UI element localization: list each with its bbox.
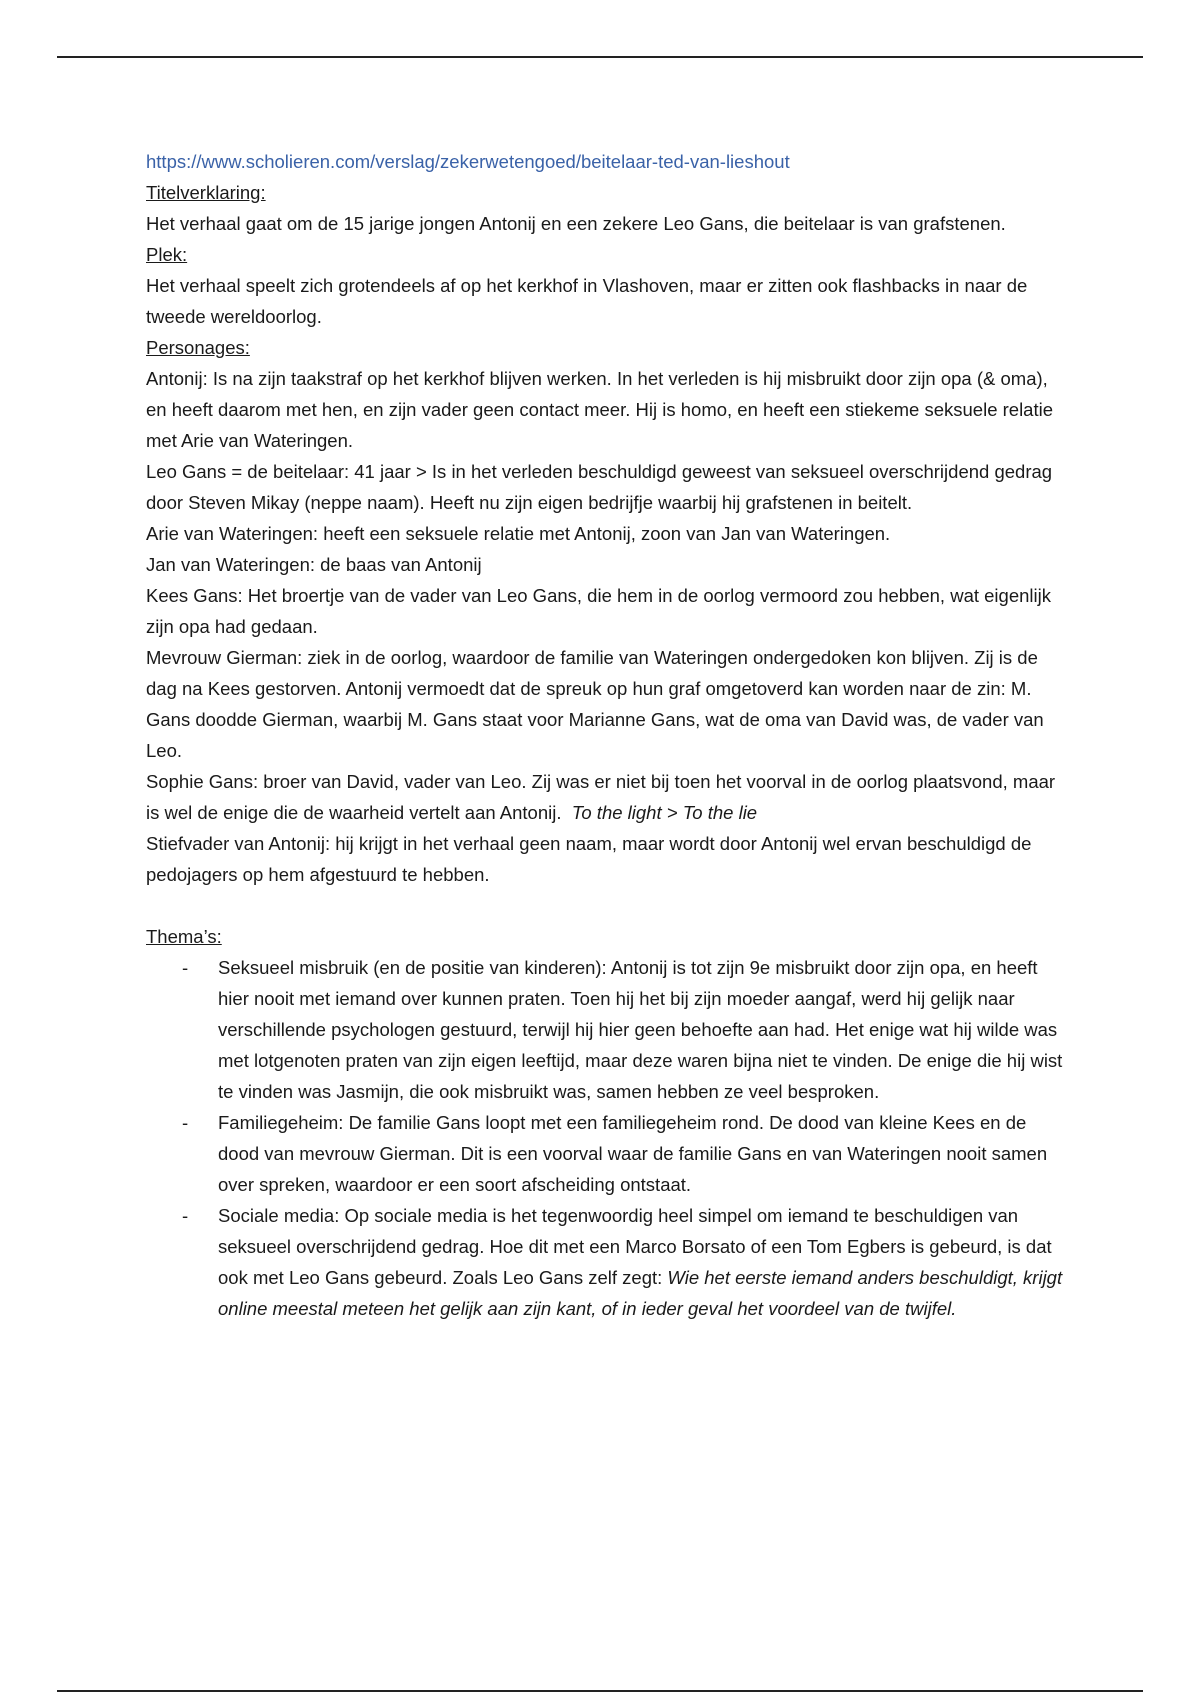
character-jan: Jan van Wateringen: de baas van Antonij [146, 554, 482, 575]
character-sophie-quote: To the light > To the lie [571, 802, 758, 823]
list-item [146, 1107, 1066, 1200]
theme-text: Familiegeheim: De familie Gans loopt met een familiegeheim rond. De dood van kleine Kees en de dood van mevrouw Gierman. Dit is een voorval waar de familie Gans en van Wateringen nooit samen over spreken, waardoor er een soort afscheiding ontstaat. [218, 1112, 1048, 1195]
list-bullet: - [182, 1205, 189, 1226]
section-gap [146, 890, 1066, 921]
character-sophie [146, 766, 1066, 828]
theme-quote: Wie het eerste iemand anders beschuldigt, krijgt online meestal meteen het gelijk aan zijn kant, of in ieder geval het voordeel van de twijfel. [218, 1267, 1063, 1319]
theme-text: Sociale media: Op sociale media is het tegenwoordig heel simpel om iemand te beschuldigen van seksueel overschrijdend gedrag. Hoe dit met een Marco Borsato of een Tom Egbers is gebeurd, is dat ook met Leo Gans gebeurd. Zoals Leo Gans zelf zegt: [218, 1205, 1052, 1288]
character-gierman: Mevrouw Gierman: ziek in de oorlog, waardoor de familie van Wateringen ondergedoken kon blijven. Zij is de dag na Kees gestorven. Antonij vermoedt dat de spreuk op hun graf omgetoverd kan worden naar de zin: M. Gans doodde Gierman, waarbij M. Gans staat voor Marianne Gans, wat de oma van David was, de vader van Leo. [146, 647, 1044, 761]
source-link[interactable]: https://www.scholieren.com/verslag/zekerwetengoed/beitelaar-ted-van-lieshout [146, 151, 790, 172]
character-sophie-text: Sophie Gans: broer van David, vader van Leo. Zij was er niet bij toen het voorval in de oorlog plaatsvond, maar is wel de enige die de waarheid vertelt aan Antonij. [146, 771, 1056, 823]
document-body [146, 146, 1066, 1324]
themes-heading: Thema’s: [146, 926, 222, 947]
theme-text: Seksueel misbruik (en de positie van kinderen): Antonij is tot zijn 9e misbruikt door zijn opa, en heeft hier nooit met iemand over kunnen praten. Toen hij het bij zijn moeder aangaf, werd hij gelijk naar verschillende psychologen gestuurd, terwijl hij hier geen behoefte aan had. Het enige wat hij wilde was met lotgenoten praten van zijn eigen leeftijd, maar deze waren bijna niet te vinden. De enige die hij wist te vinden was Jasmijn, die ook misbruikt was, samen hebben ze veel besproken. [218, 957, 1063, 1102]
character-arie: Arie van Wateringen: heeft een seksuele relatie met Antonij, zoon van Jan van Wateringen. [146, 523, 891, 544]
character-leo: Leo Gans = de beitelaar: 41 jaar > Is in het verleden beschuldigd geweest van seksueel overschrijdend gedrag door Steven Mikay (neppe naam). Heeft nu zijn eigen bedrijfje waarbij hij grafstenen in beitelt. [146, 461, 1053, 513]
place-text: Het verhaal speelt zich grotendeels af op het kerkhof in Vlashoven, maar er zitten ook flashbacks in naar de tweede wereldoorlog. [146, 275, 1028, 327]
list-bullet: - [182, 957, 189, 978]
characters-heading: Personages: [146, 337, 250, 358]
character-kees: Kees Gans: Het broertje van de vader van Leo Gans, die hem in de oorlog vermoord zou hebben, wat eigenlijk zijn opa had gedaan. [146, 585, 1051, 637]
character-antonij: Antonij: Is na zijn taakstraf op het kerkhof blijven werken. In het verleden is hij misbruikt door zijn opa (& oma), en heeft daarom met hen, en zijn vader geen contact meer. Hij is homo, en heeft een stiekeme seksuele relatie met Arie van Wateringen. [146, 368, 1054, 451]
themes-list [146, 952, 1066, 1324]
header-rule [57, 56, 1143, 58]
place-heading: Plek: [146, 244, 188, 265]
list-item [146, 1200, 1066, 1324]
title-heading: Titelverklaring: [146, 182, 266, 203]
character-stepfather: Stiefvader van Antonij: hij krijgt in het verhaal geen naam, maar wordt door Antonij wel ervan beschuldigd de pedojagers op hem afgestuurd te hebben. [146, 833, 1032, 885]
list-bullet: - [182, 1112, 189, 1133]
list-item [146, 952, 1066, 1107]
footer-rule [57, 1690, 1143, 1692]
title-text: Het verhaal gaat om de 15 jarige jongen Antonij en een zekere Leo Gans, die beitelaar is van grafstenen. [146, 213, 1006, 234]
